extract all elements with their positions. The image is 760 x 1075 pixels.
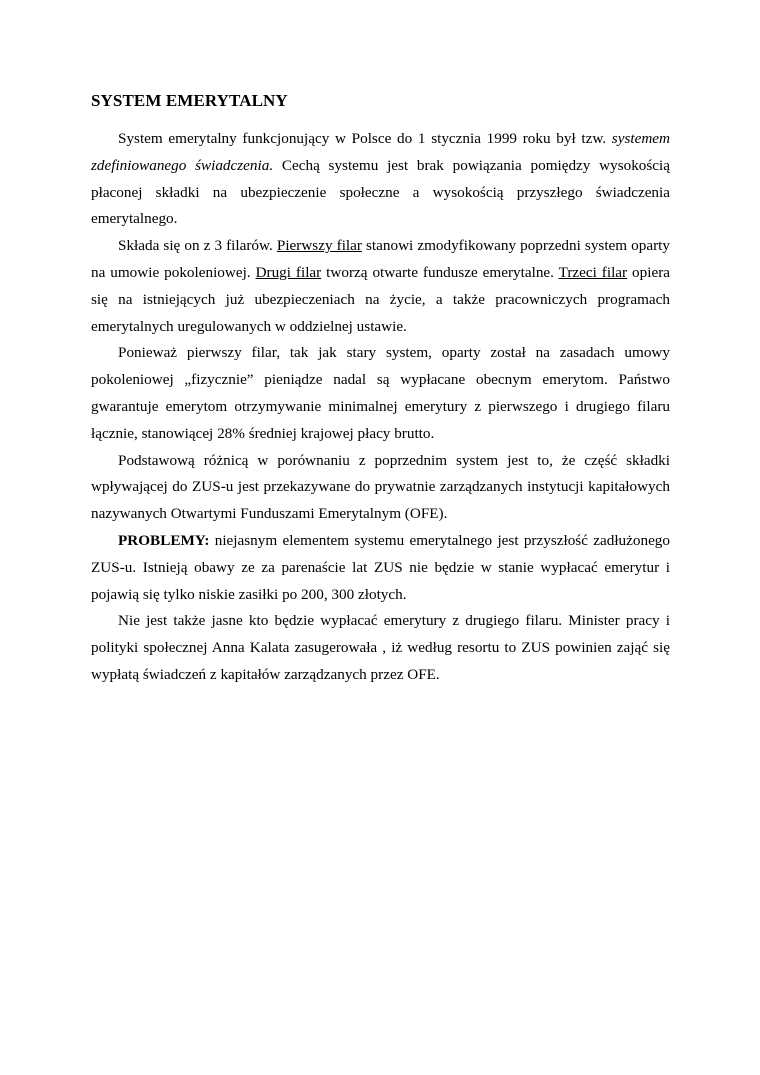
paragraph-text: tworzą otwarte fundusze emerytalne. (321, 263, 559, 281)
paragraph-pillars (91, 233, 670, 340)
paragraph-text: System emerytalny funkcjonujący w Polsce do 1 stycznia 1999 roku był tzw. (118, 130, 612, 147)
bold-label-problems: PROBLEMY: (118, 531, 210, 549)
paragraph-text: Cechą systemu jest brak powiązania pomiędzy wysokością płaconej składki na ubezpieczenie społeczne a wysokością przyszłego świadczenia emerytalnego. (91, 156, 670, 228)
paragraph-first-pillar: Ponieważ pierwszy filar, tak jak stary system, oparty został na zasadach umowy pokoleniowej „fizycznie” pieniądze nadal są wypłacane obecnym emerytom. Państwo gwarantuje emerytom otrzymywanie minimalnej emerytury z pierwszego i drugiego filaru łącznie, stanowiącej 28% średniej krajowej płacy brutto. (91, 344, 670, 442)
paragraph-definition (91, 126, 670, 233)
underlined-term-first-pillar: Pierwszy filar (276, 237, 362, 255)
paragraph-text: opiera się na istniejących już ubezpieczeniach na życie, a także pracowniczych programach emerytalnych uregulowanych w oddzielnej ustawie. (91, 263, 670, 335)
page-title: SYSTEM EMERYTALNY (91, 91, 288, 110)
paragraph-text: stanowi zmodyfikowany poprzedni system oparty na umowie pokoleniowej. (91, 237, 670, 281)
document-body (91, 90, 670, 689)
paragraph-difference: Podstawową różnicą w porównaniu z poprzednim system jest to, że część składki wpływającej do ZUS-u jest przekazywane do prywatnie zarządzanych instytucji kapitałowych nazywanych Otwartymi Funduszami Emerytalnym (OFE). (91, 451, 670, 523)
italic-term: systemem zdefiniowanego świadczenia. (91, 130, 670, 174)
paragraph-text: Składa się on z 3 filarów. (118, 237, 277, 255)
underlined-term-third-pillar: Trzeci filar (558, 263, 628, 281)
paragraph-problems (91, 528, 670, 608)
paragraph-second-pillar-payout: Nie jest także jasne kto będzie wypłacać emerytury z drugiego filaru. Minister pracy i polityki społecznej Anna Kalata zasugerowała , iż według resortu to ZUS powinien zająć się wypłatą świadczeń z kapitałów zarządzanych przez OFE. (91, 612, 670, 683)
underlined-term-second-pillar: Drugi filar (255, 263, 322, 281)
paragraph-text: niejasnym elementem systemu emerytalnego jest przyszłość zadłużonego ZUS-u. Istnieją obawy ze za parenaście lat ZUS nie będzie w stanie wypłacać emerytur i pojawią się tylko niskie zasiłki po 200, 300 złotych. (91, 531, 670, 603)
